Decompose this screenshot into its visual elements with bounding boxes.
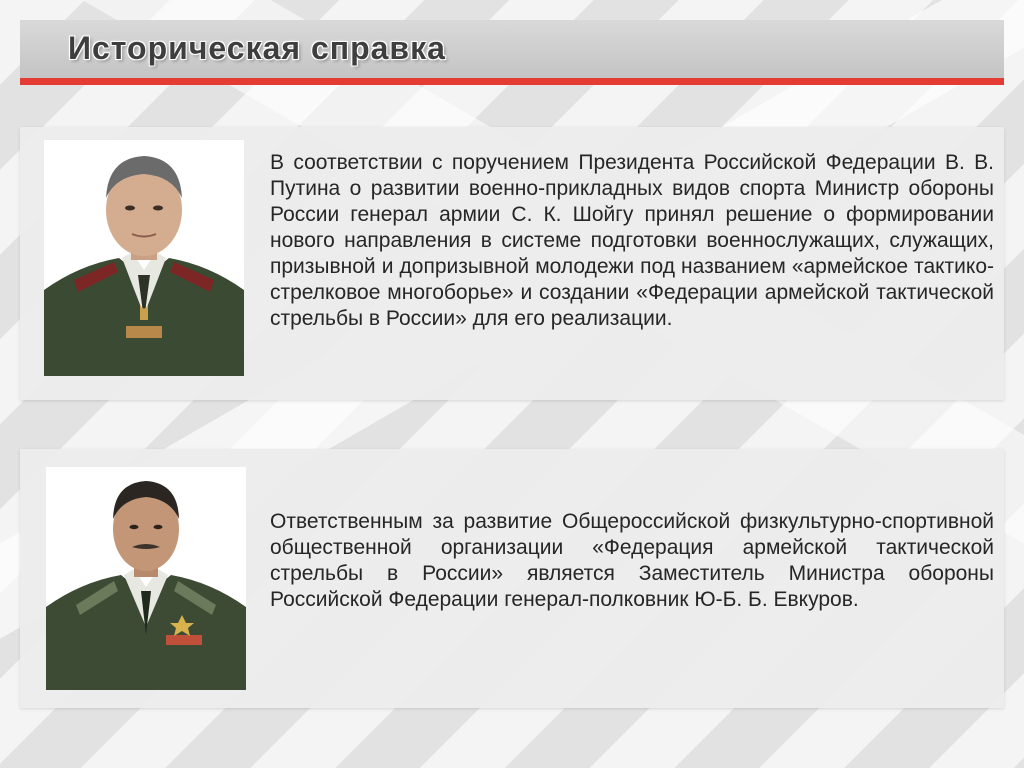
person-portrait-icon: [44, 140, 244, 376]
page-title: Историческая справка: [68, 30, 446, 66]
card-2-text: Ответственным за развитие Общероссийской физкультурно-спортивной общественной организации «Федерация армейской тактической стрельбы в России» является Заместитель Министра обороны Российской Федерации генерал-полковник Ю-Б. Б. Евкуров.: [270, 510, 994, 611]
info-card-1: [20, 127, 1004, 400]
header-accent-stripe: [20, 78, 1004, 85]
card-1-text: В соответствии с поручением Президента Российской Федерации В. В. Путина о развитии военно-прикладных видов спорта Министр обороны России генерал армии С. К. Шойгу принял решение о формировании нового направления в системе подготовки военнослужащих, служащих, призывной и допризывной молодежи под названием «армейское тактико-стрелковое многоборье» и создании «Федерации армейской тактической стрельбы в России» для его реализации.: [270, 151, 994, 330]
person-portrait-icon: [46, 467, 246, 690]
portrait-2: [46, 467, 246, 690]
portrait-1: [44, 140, 244, 376]
info-card-2: [20, 449, 1004, 708]
